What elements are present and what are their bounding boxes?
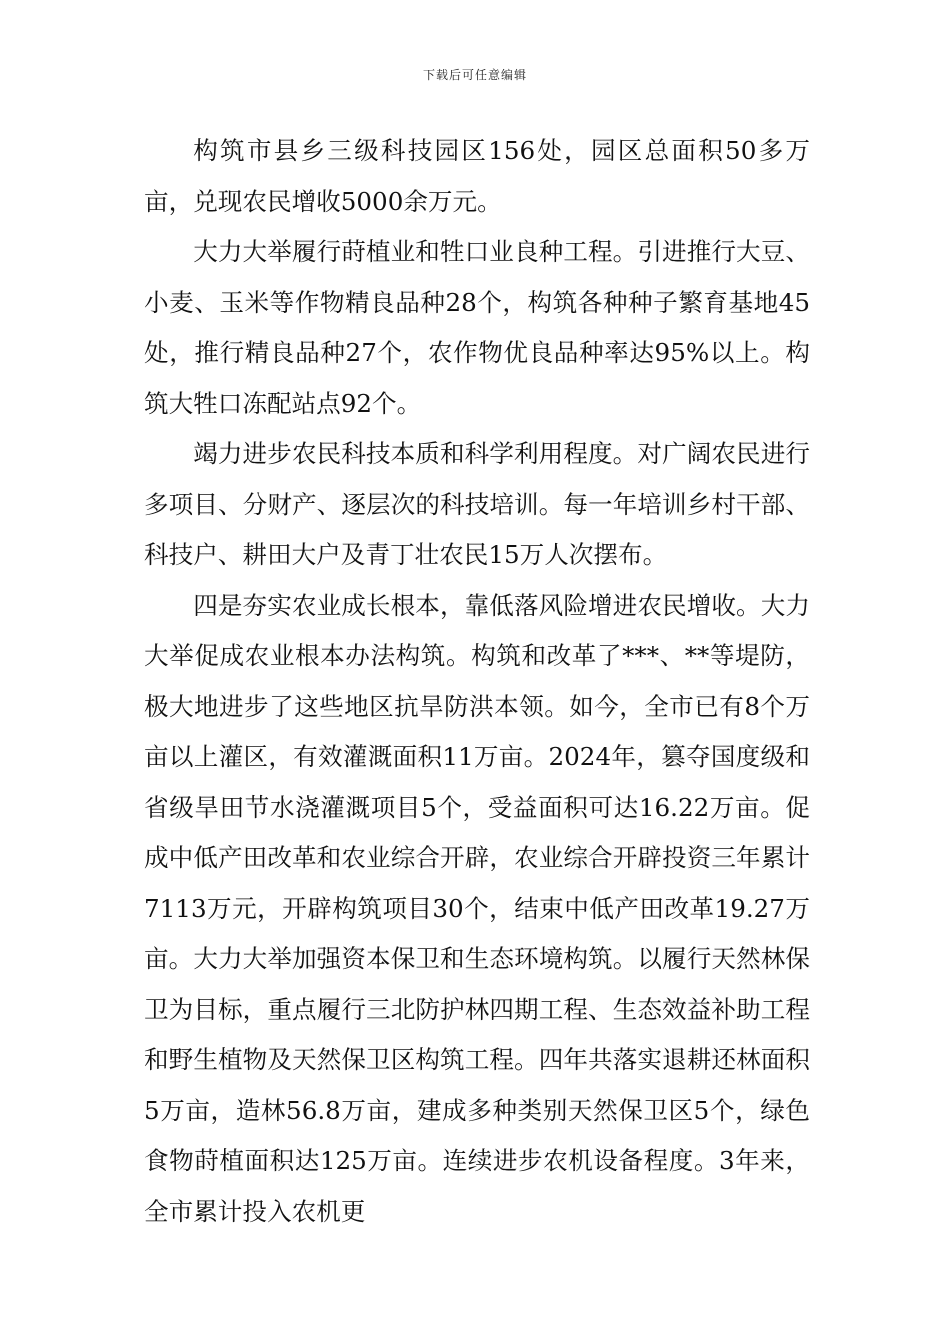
paragraph-farmer-training: 竭力进步农民科技本质和科学利用程度。对广阔农民进行多项目、分财产、逐层次的科技培训。每一年培训乡村干部、科技户、耕田大户及青丁壮农民15万人次摆布。 <box>144 439 810 569</box>
document-body <box>144 126 810 1237</box>
paragraph-agri-foundation: 四是夯实农业成长根本，靠低落风险增进农民增收。大力大举促成农业根本办法构筑。构筑和改革了***、**等堤防，极大地进步了这些地区抗旱防洪本领。如今，全市已有8个万亩以上灌区，有效灌溉面积11万亩。2024年，篡夺国度级和省级旱田节水浇灌溉项目5个，受益面积可达16.22万亩。促成中低产田改革和农业综合开辟，农业综合开辟投资三年累计7113万元，开辟构筑项目30个，结束中低产田改革19.27万亩。大力大举加强资本保卫和生态环境构筑。以履行天然林保卫为目标，重点履行三北防护林四期工程、生态效益补助工程和野生植物及天然保卫区构筑工程。四年共落实退耕还林面积5万亩，造林56.8万亩，建成多种类别天然保卫区5个，绿色食物莳植面积达125万亩。连续进步农机设备程度。3年来，全市累计投入农机更 <box>144 590 810 1226</box>
paragraph-tech-parks: 构筑市县乡三级科技园区156处，园区总面积50多万亩，兑现农民增收5000余万元。 <box>144 136 810 216</box>
paragraph-seed-project: 大力大举履行莳植业和牲口业良种工程。引进推行大豆、小麦、玉米等作物精良品种28个，构筑各种种子繁育基地45处，推行精良品种27个，农作物优良品种率达95%以上。构筑大牲口冻配站点92个。 <box>144 237 810 418</box>
page-header: 下载后可任意编辑 <box>422 68 527 82</box>
